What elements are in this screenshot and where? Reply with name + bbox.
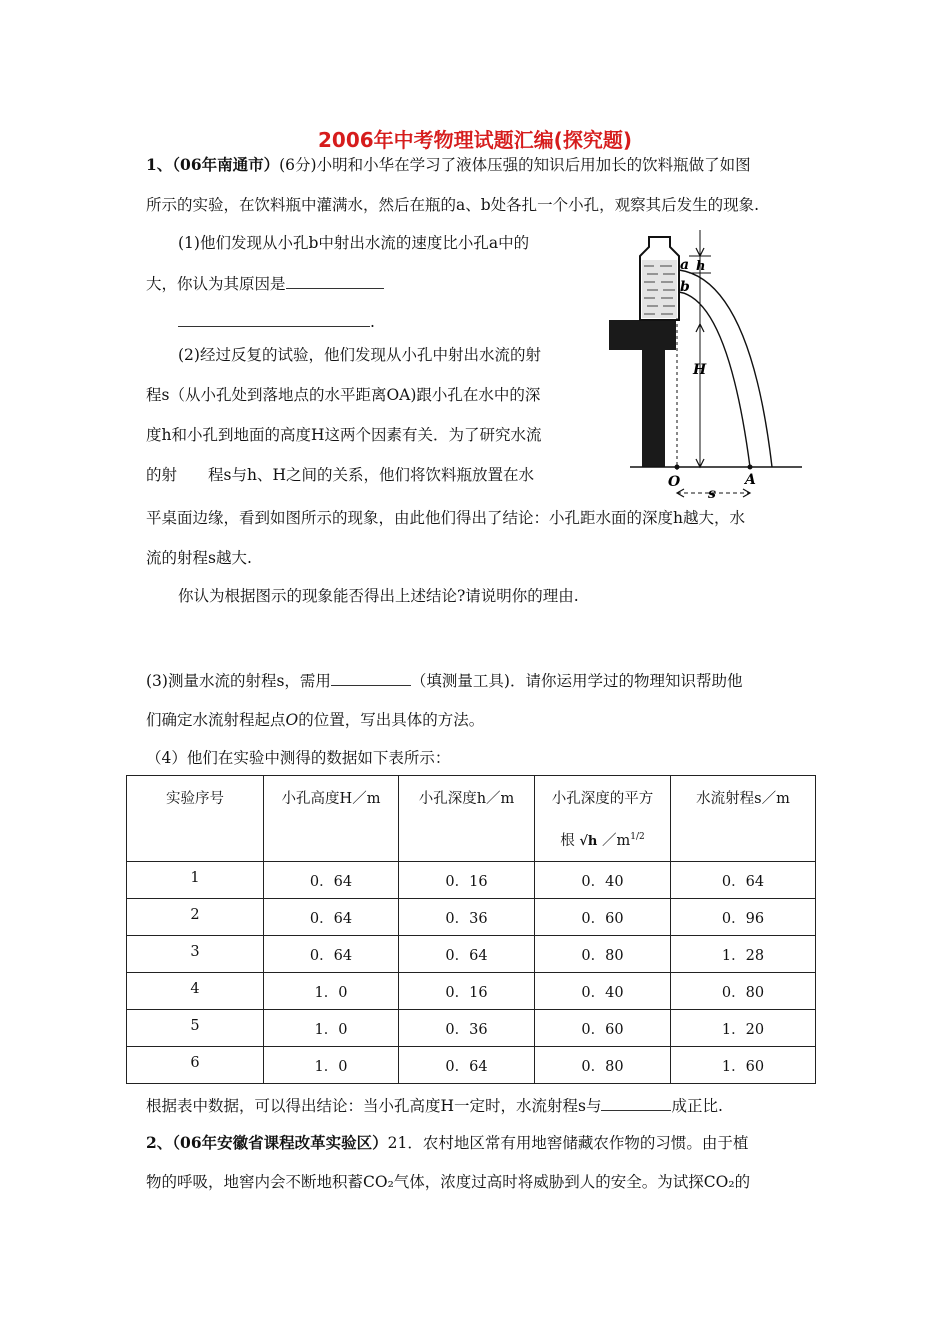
header-hole-height: 小孔高度H／m xyxy=(264,776,399,862)
table-row: 4 1．0 0．16 0．40 0．80 xyxy=(127,972,816,1009)
q1-part1-line3: . xyxy=(178,311,375,332)
q1-source: （06年南通市） xyxy=(172,155,280,174)
table-row: 6 1．0 0．64 0．80 1．60 xyxy=(127,1046,816,1083)
label-H: H xyxy=(693,362,707,378)
sqrt-icon: √h xyxy=(579,833,598,849)
header-sqrt-depth: 小孔深度的平方 根 √h $/m^{1/2}$ xyxy=(535,776,671,862)
q1-part3-line1: (3)测量水流的射程s，需用 （填测量工具)．请你运用学过的物理知识帮助他 xyxy=(146,672,743,690)
q1-line2: 所示的实验，在饮料瓶中灌满水，然后在瓶的a、b处各扎一个小孔，观察其后发生的现象. xyxy=(146,196,760,214)
experiment-figure xyxy=(600,220,805,505)
point-O xyxy=(675,465,680,470)
q1-part2-line5: 平桌面边缘，看到如图所示的现象，由此他们得出了结论：小孔距水面的深度h越大，水 xyxy=(146,509,745,527)
q1-number: 1、 xyxy=(146,155,173,174)
q1-part1-line2: 大，你认为其原因是 xyxy=(146,273,384,294)
label-A: A xyxy=(745,472,756,488)
q1-part2-line4: 的射 程s与h、H之间的关系，他们将饮料瓶放置在水 xyxy=(146,466,534,484)
header-trial: 实验序号 xyxy=(127,776,264,862)
header-range: 水流射程s／m xyxy=(671,776,816,862)
table-row: 3 0．64 0．64 0．80 1．28 xyxy=(127,935,816,972)
answer-blank-1[interactable] xyxy=(286,273,384,289)
q1-part4-intro: （4）他们在实验中测得的数据如下表所示： xyxy=(146,749,451,767)
stream-b xyxy=(679,292,750,467)
q1-part2-line6: 流的射程s越大. xyxy=(146,549,252,567)
answer-blank-4[interactable] xyxy=(601,1095,671,1111)
q2-source: （06年安徽省课程改革实验区） xyxy=(172,1133,388,1152)
data-table xyxy=(126,775,816,1084)
q1-part2-line1: (2)经过反复的试验，他们发现从小孔中射出水流的射 xyxy=(178,346,541,364)
label-a: a xyxy=(680,257,690,273)
label-h: h xyxy=(696,259,706,274)
q1-part2-question: 你认为根据图示的现象能否得出上述结论?请说明你的理由. xyxy=(178,587,579,605)
table-header-row xyxy=(127,776,816,862)
q1-part1-line1: (1)他们发现从小孔b中射出水流的速度比小孔a中的 xyxy=(178,234,530,252)
q1-part2-line3: 度h和小孔到地面的高度H这两个因素有关．为了研究水流 xyxy=(146,426,542,444)
label-b: b xyxy=(680,279,690,295)
q1-intro: (6分)小明和小华在学习了液体压强的知识后用加长的饮料瓶做了如图 xyxy=(279,156,751,174)
point-A xyxy=(748,465,753,470)
q1-part2-line2: 程s（从小孔处到落地点的水平距离OA)跟小孔在水中的深 xyxy=(146,386,541,404)
water xyxy=(642,260,677,318)
table-row: 2 0．64 0．36 0．60 0．96 xyxy=(127,898,816,935)
q2-number: 2、 xyxy=(146,1133,173,1152)
q2-line1: 2、（06年安徽省课程改革实验区）21．农村地区常有用地窖储藏农作物的习惯。由于植 xyxy=(146,1133,749,1152)
q1-line1 xyxy=(146,155,751,175)
q1-conclusion: 根据表中数据，可以得出结论：当小孔高度H一定时，水流射程s与 成正比. xyxy=(146,1097,723,1115)
answer-blank-2[interactable] xyxy=(178,311,370,327)
table-row: 1 0．64 0．16 0．40 0．64 xyxy=(127,861,816,898)
header-hole-depth: 小孔深度h／m xyxy=(399,776,535,862)
answer-blank-3[interactable] xyxy=(331,670,411,686)
table-leg xyxy=(642,350,665,467)
label-O: O xyxy=(668,474,681,490)
q2-line2: 物的呼吸，地窖内会不断地积蓄CO₂气体，浓度过高时将威胁到人的安全。为试探CO₂的 xyxy=(146,1173,751,1191)
table-row: 5 1．0 0．36 0．60 1．20 xyxy=(127,1009,816,1046)
page-title: 2006年中考物理试题汇编(探究题) xyxy=(318,128,632,152)
table-top xyxy=(609,320,676,350)
q1-part3-line2: 们确定水流射程起点O的位置，写出具体的方法。 xyxy=(146,711,485,729)
label-s: s xyxy=(708,486,716,502)
